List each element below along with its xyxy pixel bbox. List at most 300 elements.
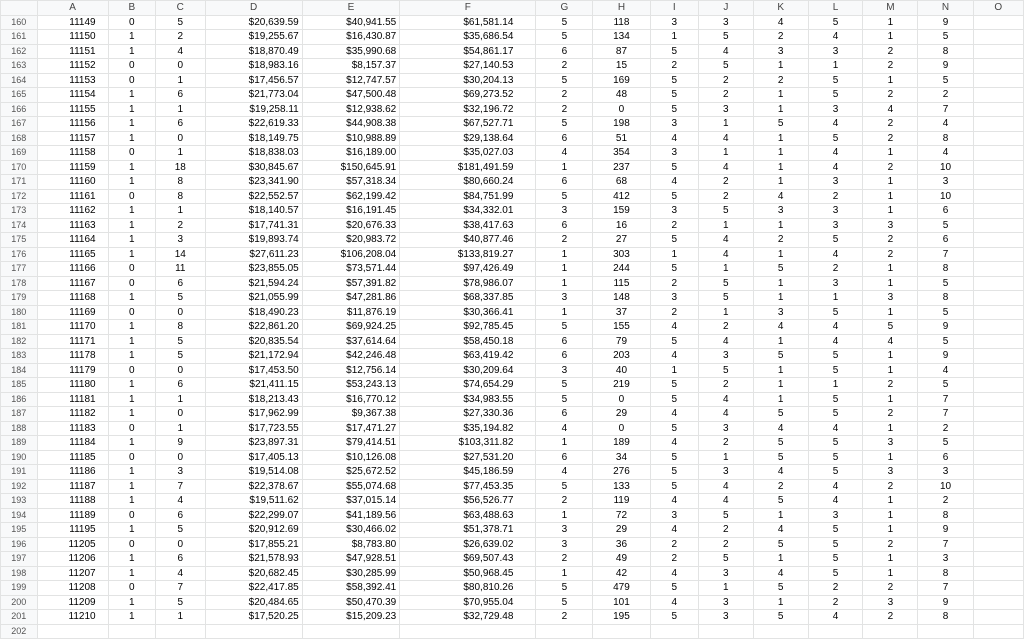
cell-m[interactable]: 3	[863, 436, 918, 451]
cell-e[interactable]: $47,281.86	[302, 291, 400, 306]
cell-h[interactable]: 87	[593, 44, 650, 59]
cell-o[interactable]	[973, 508, 1023, 523]
cell-i[interactable]: 1	[650, 247, 698, 262]
row-header[interactable]: 198	[1, 566, 38, 581]
cell-k[interactable]: 1	[753, 160, 808, 175]
cell-i[interactable]: 5	[650, 160, 698, 175]
cell-f[interactable]: $92,785.45	[400, 320, 536, 335]
row-header[interactable]: 189	[1, 436, 38, 451]
cell-n[interactable]: 4	[918, 117, 973, 132]
cell-e[interactable]: $16,430.87	[302, 30, 400, 45]
cell-g[interactable]: 5	[536, 320, 593, 335]
cell-m[interactable]: 2	[863, 610, 918, 625]
cell-g[interactable]: 3	[536, 291, 593, 306]
cell-j[interactable]: 2	[698, 320, 753, 335]
cell-n[interactable]: 7	[918, 581, 973, 596]
cell-d[interactable]: $18,213.43	[205, 392, 302, 407]
cell-l[interactable]: 2	[808, 581, 863, 596]
cell-c[interactable]: 11	[156, 262, 206, 277]
row-header[interactable]: 187	[1, 407, 38, 422]
row-header[interactable]: 199	[1, 581, 38, 596]
cell-h[interactable]: 237	[593, 160, 650, 175]
cell-m[interactable]: 2	[863, 131, 918, 146]
cell-g[interactable]: 1	[536, 247, 593, 262]
cell-l[interactable]: 4	[808, 117, 863, 132]
column-header-c[interactable]: C	[156, 1, 206, 16]
cell-m[interactable]: 4	[863, 334, 918, 349]
cell-k[interactable]: 1	[753, 334, 808, 349]
cell-g[interactable]: 1	[536, 566, 593, 581]
cell-j[interactable]: 5	[698, 363, 753, 378]
cell-l[interactable]: 5	[808, 450, 863, 465]
cell-o[interactable]	[973, 450, 1023, 465]
cell-n[interactable]: 5	[918, 436, 973, 451]
cell-b[interactable]: 1	[108, 218, 155, 233]
cell-n[interactable]	[918, 624, 973, 639]
cell-b[interactable]: 1	[108, 88, 155, 103]
column-header-g[interactable]: G	[536, 1, 593, 16]
cell-l[interactable]: 3	[808, 204, 863, 219]
cell-h[interactable]: 79	[593, 334, 650, 349]
cell-f[interactable]: $61,581.14	[400, 15, 536, 30]
cell-a[interactable]: 11156	[37, 117, 108, 132]
row-header[interactable]: 182	[1, 334, 38, 349]
cell-f[interactable]: $56,526.77	[400, 494, 536, 509]
cell-m[interactable]: 1	[863, 421, 918, 436]
cell-a[interactable]	[37, 624, 108, 639]
cell-k[interactable]: 5	[753, 581, 808, 596]
cell-k[interactable]: 4	[753, 15, 808, 30]
cell-l[interactable]: 3	[808, 218, 863, 233]
cell-j[interactable]: 1	[698, 146, 753, 161]
cell-i[interactable]: 5	[650, 262, 698, 277]
cell-i[interactable]: 4	[650, 566, 698, 581]
cell-j[interactable]: 2	[698, 378, 753, 393]
cell-d[interactable]: $19,893.74	[205, 233, 302, 248]
cell-o[interactable]	[973, 320, 1023, 335]
cell-o[interactable]	[973, 88, 1023, 103]
cell-d[interactable]: $22,619.33	[205, 117, 302, 132]
cell-k[interactable]: 5	[753, 117, 808, 132]
cell-k[interactable]: 1	[753, 88, 808, 103]
cell-i[interactable]: 4	[650, 175, 698, 190]
cell-g[interactable]: 5	[536, 581, 593, 596]
cell-j[interactable]: 3	[698, 595, 753, 610]
cell-c[interactable]: 6	[156, 276, 206, 291]
cell-l[interactable]: 2	[808, 189, 863, 204]
cell-e[interactable]: $69,924.25	[302, 320, 400, 335]
cell-i[interactable]: 4	[650, 523, 698, 538]
cell-b[interactable]: 1	[108, 436, 155, 451]
cell-l[interactable]: 4	[808, 421, 863, 436]
cell-c[interactable]: 1	[156, 204, 206, 219]
cell-k[interactable]: 5	[753, 407, 808, 422]
cell-e[interactable]: $16,770.12	[302, 392, 400, 407]
column-header-e[interactable]: E	[302, 1, 400, 16]
cell-g[interactable]: 5	[536, 595, 593, 610]
cell-g[interactable]: 3	[536, 537, 593, 552]
cell-d[interactable]: $21,172.94	[205, 349, 302, 364]
cell-j[interactable]: 2	[698, 523, 753, 538]
cell-l[interactable]: 4	[808, 247, 863, 262]
cell-j[interactable]: 5	[698, 30, 753, 45]
cell-f[interactable]: $32,729.48	[400, 610, 536, 625]
cell-e[interactable]: $53,243.13	[302, 378, 400, 393]
cell-o[interactable]	[973, 189, 1023, 204]
cell-d[interactable]: $17,962.99	[205, 407, 302, 422]
cell-e[interactable]: $8,783.80	[302, 537, 400, 552]
cell-m[interactable]: 1	[863, 189, 918, 204]
cell-e[interactable]: $62,199.42	[302, 189, 400, 204]
cell-e[interactable]	[302, 624, 400, 639]
cell-d[interactable]: $20,912.69	[205, 523, 302, 538]
cell-b[interactable]: 0	[108, 537, 155, 552]
cell-g[interactable]: 5	[536, 15, 593, 30]
cell-o[interactable]	[973, 160, 1023, 175]
cell-f[interactable]: $84,751.99	[400, 189, 536, 204]
cell-d[interactable]: $17,453.50	[205, 363, 302, 378]
cell-a[interactable]: 11160	[37, 175, 108, 190]
cell-f[interactable]: $45,186.59	[400, 465, 536, 480]
cell-b[interactable]: 1	[108, 117, 155, 132]
row-header[interactable]: 201	[1, 610, 38, 625]
cell-c[interactable]: 6	[156, 378, 206, 393]
cell-o[interactable]	[973, 247, 1023, 262]
cell-a[interactable]: 11185	[37, 450, 108, 465]
cell-d[interactable]: $18,870.49	[205, 44, 302, 59]
cell-o[interactable]	[973, 218, 1023, 233]
cell-c[interactable]: 0	[156, 363, 206, 378]
select-all-corner[interactable]	[1, 1, 38, 16]
row-header[interactable]: 183	[1, 349, 38, 364]
cell-n[interactable]: 7	[918, 537, 973, 552]
cell-h[interactable]: 412	[593, 189, 650, 204]
cell-f[interactable]: $69,507.43	[400, 552, 536, 567]
cell-d[interactable]: $17,855.21	[205, 537, 302, 552]
cell-a[interactable]: 11178	[37, 349, 108, 364]
cell-o[interactable]	[973, 479, 1023, 494]
cell-h[interactable]: 148	[593, 291, 650, 306]
cell-l[interactable]: 3	[808, 44, 863, 59]
cell-o[interactable]	[973, 392, 1023, 407]
cell-b[interactable]: 0	[108, 581, 155, 596]
cell-l[interactable]: 4	[808, 494, 863, 509]
cell-e[interactable]: $9,367.38	[302, 407, 400, 422]
cell-c[interactable]: 0	[156, 450, 206, 465]
cell-a[interactable]: 11183	[37, 421, 108, 436]
cell-n[interactable]: 5	[918, 73, 973, 88]
cell-c[interactable]: 1	[156, 392, 206, 407]
cell-m[interactable]: 2	[863, 581, 918, 596]
cell-e[interactable]: $106,208.04	[302, 247, 400, 262]
cell-l[interactable]: 5	[808, 407, 863, 422]
cell-l[interactable]: 3	[808, 508, 863, 523]
cell-m[interactable]: 1	[863, 15, 918, 30]
cell-h[interactable]: 133	[593, 479, 650, 494]
cell-i[interactable]: 5	[650, 479, 698, 494]
cell-f[interactable]: $32,196.72	[400, 102, 536, 117]
cell-a[interactable]: 11150	[37, 30, 108, 45]
cell-h[interactable]: 118	[593, 15, 650, 30]
cell-n[interactable]: 6	[918, 233, 973, 248]
cell-e[interactable]: $41,189.56	[302, 508, 400, 523]
cell-e[interactable]: $44,908.38	[302, 117, 400, 132]
cell-k[interactable]: 1	[753, 59, 808, 74]
cell-i[interactable]: 3	[650, 15, 698, 30]
cell-b[interactable]: 1	[108, 465, 155, 480]
row-header[interactable]: 197	[1, 552, 38, 567]
cell-h[interactable]: 49	[593, 552, 650, 567]
cell-m[interactable]: 2	[863, 59, 918, 74]
cell-g[interactable]: 6	[536, 131, 593, 146]
cell-j[interactable]: 4	[698, 160, 753, 175]
cell-j[interactable]: 5	[698, 291, 753, 306]
row-header[interactable]: 166	[1, 102, 38, 117]
cell-f[interactable]: $74,654.29	[400, 378, 536, 393]
cell-h[interactable]: 0	[593, 392, 650, 407]
cell-c[interactable]: 18	[156, 160, 206, 175]
cell-b[interactable]: 1	[108, 595, 155, 610]
cell-i[interactable]: 2	[650, 59, 698, 74]
column-header-d[interactable]: D	[205, 1, 302, 16]
cell-k[interactable]: 1	[753, 218, 808, 233]
cell-c[interactable]: 8	[156, 175, 206, 190]
cell-i[interactable]: 4	[650, 494, 698, 509]
cell-k[interactable]: 1	[753, 146, 808, 161]
column-header-f[interactable]: F	[400, 1, 536, 16]
cell-l[interactable]: 5	[808, 392, 863, 407]
cell-n[interactable]: 2	[918, 421, 973, 436]
cell-l[interactable]: 5	[808, 131, 863, 146]
cell-i[interactable]: 1	[650, 363, 698, 378]
column-header-k[interactable]: K	[753, 1, 808, 16]
cell-f[interactable]: $63,419.42	[400, 349, 536, 364]
cell-h[interactable]: 303	[593, 247, 650, 262]
cell-k[interactable]: 2	[753, 30, 808, 45]
cell-k[interactable]: 1	[753, 102, 808, 117]
column-header-o[interactable]: O	[973, 1, 1023, 16]
cell-k[interactable]: 1	[753, 131, 808, 146]
cell-i[interactable]: 5	[650, 421, 698, 436]
cell-n[interactable]: 8	[918, 610, 973, 625]
cell-a[interactable]: 11152	[37, 59, 108, 74]
cell-c[interactable]: 5	[156, 291, 206, 306]
cell-g[interactable]: 2	[536, 102, 593, 117]
cell-o[interactable]	[973, 59, 1023, 74]
cell-a[interactable]: 11210	[37, 610, 108, 625]
cell-b[interactable]: 1	[108, 552, 155, 567]
cell-j[interactable]: 5	[698, 59, 753, 74]
cell-d[interactable]: $21,578.93	[205, 552, 302, 567]
cell-j[interactable]: 4	[698, 131, 753, 146]
cell-h[interactable]: 119	[593, 494, 650, 509]
cell-o[interactable]	[973, 44, 1023, 59]
cell-i[interactable]: 1	[650, 30, 698, 45]
cell-c[interactable]: 8	[156, 320, 206, 335]
cell-k[interactable]: 1	[753, 552, 808, 567]
cell-b[interactable]: 0	[108, 146, 155, 161]
cell-i[interactable]: 3	[650, 291, 698, 306]
cell-a[interactable]: 11168	[37, 291, 108, 306]
cell-o[interactable]	[973, 334, 1023, 349]
cell-m[interactable]: 1	[863, 392, 918, 407]
cell-n[interactable]: 8	[918, 44, 973, 59]
cell-m[interactable]: 2	[863, 537, 918, 552]
cell-h[interactable]: 354	[593, 146, 650, 161]
cell-i[interactable]: 2	[650, 305, 698, 320]
cell-d[interactable]: $20,682.45	[205, 566, 302, 581]
cell-h[interactable]: 244	[593, 262, 650, 277]
cell-f[interactable]: $30,204.13	[400, 73, 536, 88]
row-header[interactable]: 193	[1, 494, 38, 509]
cell-a[interactable]: 11206	[37, 552, 108, 567]
cell-i[interactable]: 3	[650, 117, 698, 132]
cell-e[interactable]: $47,500.48	[302, 88, 400, 103]
cell-d[interactable]: $21,773.04	[205, 88, 302, 103]
cell-k[interactable]: 5	[753, 494, 808, 509]
cell-o[interactable]	[973, 262, 1023, 277]
cell-i[interactable]: 4	[650, 320, 698, 335]
cell-g[interactable]: 2	[536, 233, 593, 248]
cell-h[interactable]: 219	[593, 378, 650, 393]
cell-i[interactable]: 5	[650, 102, 698, 117]
cell-c[interactable]: 14	[156, 247, 206, 262]
cell-f[interactable]: $70,955.04	[400, 595, 536, 610]
cell-g[interactable]: 6	[536, 407, 593, 422]
cell-b[interactable]: 1	[108, 566, 155, 581]
cell-o[interactable]	[973, 146, 1023, 161]
cell-k[interactable]: 4	[753, 189, 808, 204]
row-header[interactable]: 196	[1, 537, 38, 552]
cell-b[interactable]	[108, 624, 155, 639]
cell-k[interactable]	[753, 624, 808, 639]
cell-k[interactable]: 1	[753, 175, 808, 190]
cell-o[interactable]	[973, 494, 1023, 509]
cell-h[interactable]: 29	[593, 407, 650, 422]
cell-e[interactable]: $55,074.68	[302, 479, 400, 494]
cell-l[interactable]: 4	[808, 479, 863, 494]
cell-f[interactable]: $38,417.63	[400, 218, 536, 233]
cell-m[interactable]: 2	[863, 44, 918, 59]
column-header-n[interactable]: N	[918, 1, 973, 16]
cell-e[interactable]: $79,414.51	[302, 436, 400, 451]
cell-f[interactable]: $27,140.53	[400, 59, 536, 74]
cell-f[interactable]: $78,986.07	[400, 276, 536, 291]
cell-h[interactable]: 203	[593, 349, 650, 364]
cell-e[interactable]: $25,672.52	[302, 465, 400, 480]
cell-d[interactable]: $17,456.57	[205, 73, 302, 88]
cell-k[interactable]: 4	[753, 523, 808, 538]
cell-d[interactable]: $20,484.65	[205, 595, 302, 610]
cell-k[interactable]: 4	[753, 421, 808, 436]
cell-i[interactable]: 4	[650, 436, 698, 451]
cell-m[interactable]: 1	[863, 566, 918, 581]
cell-d[interactable]: $19,514.08	[205, 465, 302, 480]
cell-d[interactable]: $18,838.03	[205, 146, 302, 161]
cell-f[interactable]: $133,819.27	[400, 247, 536, 262]
cell-n[interactable]: 5	[918, 305, 973, 320]
cell-m[interactable]: 2	[863, 160, 918, 175]
cell-m[interactable]: 1	[863, 305, 918, 320]
cell-n[interactable]: 7	[918, 407, 973, 422]
cell-c[interactable]: 0	[156, 305, 206, 320]
cell-m[interactable]: 2	[863, 88, 918, 103]
cell-j[interactable]: 2	[698, 88, 753, 103]
cell-c[interactable]: 1	[156, 610, 206, 625]
cell-m[interactable]: 1	[863, 175, 918, 190]
cell-n[interactable]: 7	[918, 392, 973, 407]
cell-d[interactable]: $21,594.24	[205, 276, 302, 291]
cell-a[interactable]: 11181	[37, 392, 108, 407]
cell-c[interactable]: 1	[156, 102, 206, 117]
cell-a[interactable]: 11166	[37, 262, 108, 277]
row-header[interactable]: 167	[1, 117, 38, 132]
cell-i[interactable]: 5	[650, 392, 698, 407]
cell-c[interactable]: 3	[156, 233, 206, 248]
cell-o[interactable]	[973, 595, 1023, 610]
cell-n[interactable]: 10	[918, 160, 973, 175]
cell-e[interactable]: $11,876.19	[302, 305, 400, 320]
cell-e[interactable]: $50,470.39	[302, 595, 400, 610]
cell-h[interactable]: 51	[593, 131, 650, 146]
row-header[interactable]: 188	[1, 421, 38, 436]
cell-j[interactable]: 1	[698, 218, 753, 233]
cell-i[interactable]: 2	[650, 218, 698, 233]
cell-o[interactable]	[973, 30, 1023, 45]
cell-n[interactable]: 2	[918, 88, 973, 103]
row-header[interactable]: 173	[1, 204, 38, 219]
cell-o[interactable]	[973, 537, 1023, 552]
cell-o[interactable]	[973, 291, 1023, 306]
cell-g[interactable]: 5	[536, 117, 593, 132]
cell-b[interactable]: 0	[108, 262, 155, 277]
cell-a[interactable]: 11163	[37, 218, 108, 233]
cell-l[interactable]: 5	[808, 363, 863, 378]
cell-j[interactable]: 2	[698, 189, 753, 204]
cell-c[interactable]: 3	[156, 465, 206, 480]
cell-f[interactable]: $80,810.26	[400, 581, 536, 596]
cell-k[interactable]: 4	[753, 320, 808, 335]
column-header-l[interactable]: L	[808, 1, 863, 16]
cell-b[interactable]: 0	[108, 421, 155, 436]
cell-d[interactable]: $22,299.07	[205, 508, 302, 523]
cell-h[interactable]: 29	[593, 523, 650, 538]
cell-m[interactable]: 1	[863, 73, 918, 88]
cell-j[interactable]: 4	[698, 392, 753, 407]
column-header-a[interactable]: A	[37, 1, 108, 16]
cell-f[interactable]: $51,378.71	[400, 523, 536, 538]
cell-m[interactable]: 1	[863, 450, 918, 465]
cell-h[interactable]: 159	[593, 204, 650, 219]
cell-i[interactable]: 4	[650, 131, 698, 146]
cell-k[interactable]: 1	[753, 291, 808, 306]
cell-g[interactable]: 6	[536, 349, 593, 364]
column-header-b[interactable]: B	[108, 1, 155, 16]
cell-e[interactable]: $12,747.57	[302, 73, 400, 88]
cell-k[interactable]: 5	[753, 537, 808, 552]
cell-c[interactable]: 0	[156, 59, 206, 74]
row-header[interactable]: 174	[1, 218, 38, 233]
cell-f[interactable]: $35,686.54	[400, 30, 536, 45]
cell-n[interactable]: 8	[918, 291, 973, 306]
cell-k[interactable]: 3	[753, 204, 808, 219]
cell-d[interactable]: $23,855.05	[205, 262, 302, 277]
cell-m[interactable]: 1	[863, 146, 918, 161]
cell-c[interactable]: 1	[156, 146, 206, 161]
cell-i[interactable]: 2	[650, 537, 698, 552]
column-header-i[interactable]: I	[650, 1, 698, 16]
cell-o[interactable]	[973, 15, 1023, 30]
